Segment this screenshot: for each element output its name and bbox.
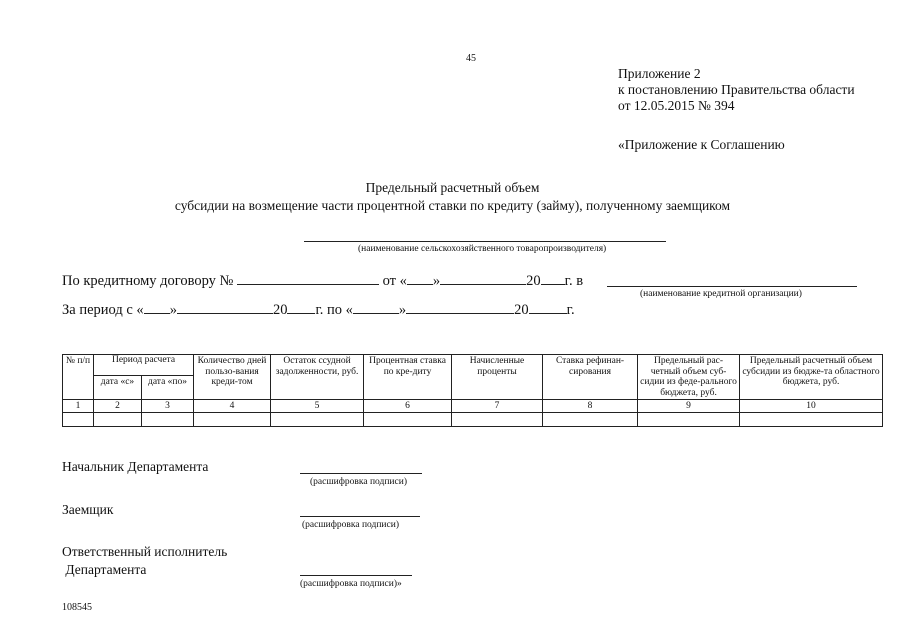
header-regional: Предельный расчетный объем субсидии из бюдже-та областного бюджета, руб. xyxy=(740,355,883,400)
signature-label-borrower: Заемщик xyxy=(62,502,114,517)
table-cell[interactable] xyxy=(142,413,194,427)
contract-label: По кредитному договору № xyxy=(62,273,234,289)
table-cell[interactable] xyxy=(364,413,452,427)
signature-label-executor-2: Департамента xyxy=(62,562,147,577)
period-quote-close: » xyxy=(169,302,177,318)
header-date-to: дата «по» xyxy=(142,375,194,399)
contract-month-field[interactable] xyxy=(440,271,526,285)
contract-line xyxy=(62,271,583,290)
period-from-month-field[interactable] xyxy=(177,300,273,314)
period-from-year-field[interactable] xyxy=(287,300,315,314)
table-cell[interactable] xyxy=(63,413,94,427)
approval-line-3: от 12.05.2015 № 394 xyxy=(618,98,735,113)
column-number: 9 xyxy=(638,400,740,413)
signature-line-executor[interactable] xyxy=(300,575,412,576)
header-federal: Предельный рас-четный объем суб-сидии из феде-рального бюджета, руб. xyxy=(638,355,740,400)
column-number: 2 xyxy=(94,400,142,413)
table-cell[interactable] xyxy=(638,413,740,427)
signature-label-head: Начальник Департамента xyxy=(62,459,209,474)
table-cell[interactable] xyxy=(271,413,364,427)
contract-year-field[interactable] xyxy=(541,271,565,285)
period-end-label: г. xyxy=(566,302,575,318)
signature-caption-executor: (расшифровка подписи)» xyxy=(300,579,402,589)
header-refi: Ставка рефинан-сирования xyxy=(543,355,638,400)
producer-caption: (наименование сельскохозяйственного товаропроизводителя) xyxy=(358,244,607,254)
table-cell[interactable] xyxy=(452,413,543,427)
period-to-month-field[interactable] xyxy=(406,300,514,314)
approval-line-2: к постановлению Правительства области xyxy=(618,82,855,97)
signature-caption-borrower: (расшифровка подписи) xyxy=(302,520,399,530)
period-from-day-field[interactable] xyxy=(144,300,170,314)
footer-code: 108545 xyxy=(62,602,92,613)
header-rate: Процентная ставка по кре-диту xyxy=(364,355,452,400)
header-balance: Остаток ссудной задолженности, руб. xyxy=(271,355,364,400)
credit-org-line[interactable] xyxy=(607,286,857,287)
approval-block xyxy=(618,66,855,114)
document-title-line-2: субсидии на возмещение части процентной ставки по кредиту (займу), полученному заемщиком xyxy=(174,198,731,213)
table-cell[interactable] xyxy=(94,413,142,427)
period-year-prefix-2: 20 xyxy=(514,302,529,318)
column-number: 6 xyxy=(364,400,452,413)
contract-number-field[interactable] xyxy=(237,271,379,285)
contract-year-prefix: 20 xyxy=(526,273,541,289)
column-number: 5 xyxy=(271,400,364,413)
column-number: 8 xyxy=(543,400,638,413)
signature-label-executor-1: Ответственный исполнитель xyxy=(62,544,228,559)
signature-caption-head: (расшифровка подписи) xyxy=(310,477,407,487)
contract-day-field[interactable] xyxy=(407,271,433,285)
header-interest: Начисленные проценты xyxy=(452,355,543,400)
contract-quote-close: » xyxy=(432,273,441,289)
column-number: 3 xyxy=(142,400,194,413)
column-number: 7 xyxy=(452,400,543,413)
signature-line-borrower[interactable] xyxy=(300,516,420,517)
period-quote-close-2: » xyxy=(398,302,407,318)
period-to-day-field[interactable] xyxy=(353,300,399,314)
period-to-year-field[interactable] xyxy=(529,300,567,314)
header-num: № п/п xyxy=(63,355,94,400)
contract-bank-label: г. в xyxy=(564,273,584,289)
column-number: 4 xyxy=(194,400,271,413)
period-line xyxy=(62,300,575,319)
producer-name-line[interactable] xyxy=(304,241,666,242)
credit-org-caption: (наименование кредитной организации) xyxy=(640,289,802,299)
header-date-from: дата «с» xyxy=(94,375,142,399)
header-period: Период расчета xyxy=(94,355,194,376)
column-number: 1 xyxy=(63,400,94,413)
table-cell[interactable] xyxy=(194,413,271,427)
period-to-label: г. по « xyxy=(315,302,353,318)
approval-line-1: Приложение 2 xyxy=(618,66,701,81)
table-cell[interactable] xyxy=(740,413,883,427)
subsidy-table xyxy=(62,354,883,427)
page-number: 45 xyxy=(466,53,476,64)
table-cell[interactable] xyxy=(543,413,638,427)
column-number-row xyxy=(63,400,883,413)
period-label: За период с « xyxy=(62,302,144,318)
table-row xyxy=(63,413,883,427)
annex-line: «Приложение к Соглашению xyxy=(618,137,785,152)
period-year-prefix: 20 xyxy=(272,302,288,318)
signature-line-head[interactable] xyxy=(300,473,422,474)
contract-from-label: от « xyxy=(382,273,407,289)
column-number: 10 xyxy=(740,400,883,413)
document-title-line-1: Предельный расчетный объем xyxy=(365,180,540,195)
header-days: Количество дней пользо-вания креди-том xyxy=(194,355,271,400)
